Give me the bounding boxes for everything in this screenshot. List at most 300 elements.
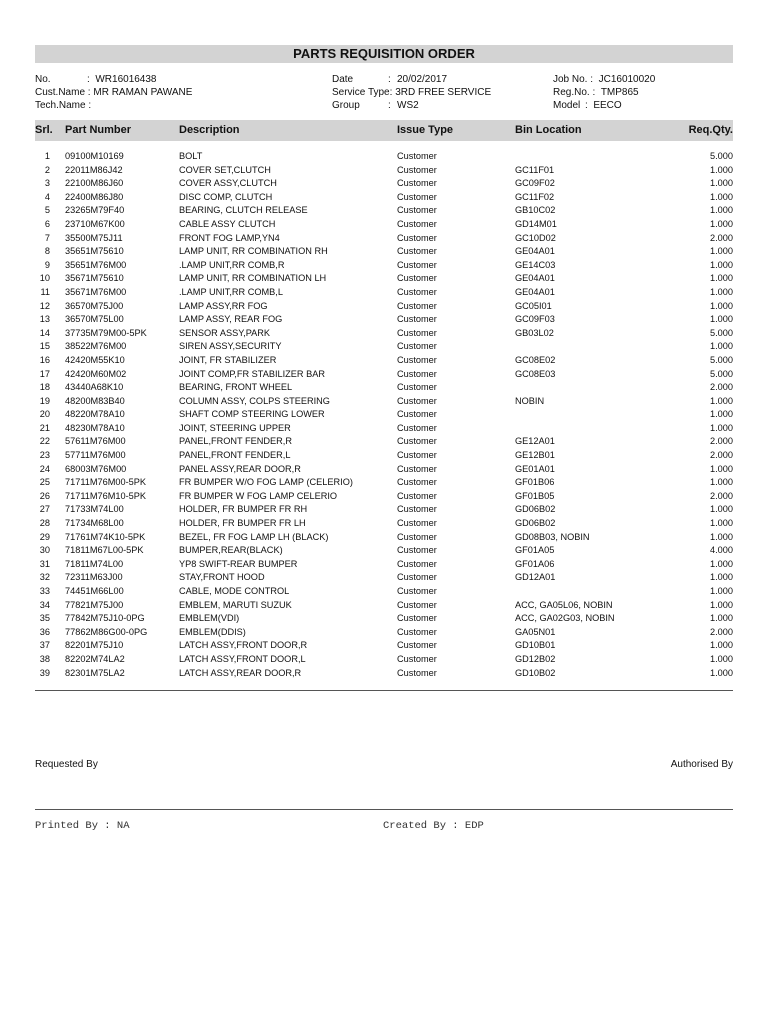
printed-by: Printed By : NA xyxy=(35,820,130,832)
row-srl: 11 xyxy=(40,286,50,297)
row-srl: 18 xyxy=(39,382,50,393)
row-issue-type: Customer xyxy=(397,151,437,161)
table-row xyxy=(35,558,733,572)
row-req-qty: 1.000 xyxy=(710,300,733,311)
row-srl: 4 xyxy=(44,191,50,202)
row-req-qty: 1.000 xyxy=(710,653,733,664)
row-issue-type: Customer xyxy=(397,164,437,175)
row-description: LATCH ASSY,REAR DOOR,R xyxy=(179,667,302,678)
row-description: .LAMP UNIT,RR COMB,R xyxy=(179,259,285,270)
date-label: Date xyxy=(332,74,354,85)
row-description: EMBLEM(VDI) xyxy=(179,613,240,624)
table-row xyxy=(35,354,733,368)
row-description: CABLE, MODE CONTROL xyxy=(179,586,290,596)
row-srl: 35 xyxy=(39,613,50,624)
row-bin-location: GD06B02 xyxy=(515,504,556,515)
table-row xyxy=(35,150,733,164)
table-row xyxy=(35,490,733,504)
row-issue-type: Customer xyxy=(397,382,437,393)
row-srl: 5 xyxy=(44,205,50,216)
row-issue-type: Customer xyxy=(397,640,437,651)
row-part-number: 23710M67K00 xyxy=(65,218,125,229)
row-issue-type: Customer xyxy=(397,558,437,569)
footer-rule xyxy=(35,809,733,810)
row-bin-location: GE04A01 xyxy=(515,246,555,257)
row-srl: 30 xyxy=(39,545,50,556)
row-part-number: 57711M76M00 xyxy=(65,450,126,461)
row-req-qty: 1.000 xyxy=(710,178,733,189)
row-bin-location: GD08B03, NOBIN xyxy=(515,531,590,542)
table-row xyxy=(35,286,733,300)
row-bin-location: GF01A05 xyxy=(515,545,555,556)
row-srl: 22 xyxy=(39,436,50,447)
row-part-number: 35671M75610 xyxy=(65,273,124,284)
row-part-number: 37735M79M00-5PK xyxy=(65,327,147,338)
row-description: FR BUMPER W FOG LAMP CELERIO xyxy=(179,490,338,501)
row-part-number: 71761M74K10-5PK xyxy=(65,531,146,542)
row-req-qty: 1.000 xyxy=(710,218,733,229)
no-value: WR16016438 xyxy=(95,74,157,85)
row-bin-location: GE04A01 xyxy=(515,286,555,297)
table-row xyxy=(35,272,733,286)
table-row xyxy=(35,218,733,232)
row-description: LAMP UNIT, RR COMBINATION RH xyxy=(179,246,328,257)
row-description: HOLDER, FR BUMPER FR LH xyxy=(179,518,306,529)
row-description: JOINT, FR STABILIZER xyxy=(179,354,277,365)
row-part-number: 68003M76M00 xyxy=(65,463,127,474)
row-issue-type: Customer xyxy=(397,531,437,542)
header-left: No. : WR16016438 Cust.Name : MR RAMAN PAWANE Tech.Name : xyxy=(35,74,193,111)
row-srl: 20 xyxy=(39,409,50,420)
table-row xyxy=(35,653,733,667)
page-title: PARTS REQUISITION ORDER xyxy=(35,45,733,63)
table-row xyxy=(35,164,733,178)
row-part-number: 35651M75610 xyxy=(65,246,124,257)
row-issue-type: Customer xyxy=(397,178,437,189)
row-issue-type: Customer xyxy=(397,395,437,406)
table-row xyxy=(35,327,733,341)
row-part-number: 71734M68L00 xyxy=(65,518,124,529)
row-req-qty: 1.000 xyxy=(710,531,733,542)
row-bin-location: GC11F01 xyxy=(515,164,555,175)
group-value: WS2 xyxy=(397,100,419,111)
row-bin-location: GF01A06 xyxy=(515,558,555,569)
row-srl: 26 xyxy=(39,490,50,501)
row-part-number: 22400M86J80 xyxy=(65,191,124,202)
row-issue-type: Customer xyxy=(397,354,437,365)
row-req-qty: 2.000 xyxy=(710,450,733,461)
table-row xyxy=(35,340,733,354)
row-part-number: 71811M74L00 xyxy=(65,558,124,569)
table-row xyxy=(35,435,733,449)
row-req-qty: 1.000 xyxy=(710,667,733,678)
row-issue-type: Customer xyxy=(397,613,437,624)
row-srl: 9 xyxy=(44,259,50,270)
table-row xyxy=(35,313,733,327)
row-req-qty: 1.000 xyxy=(710,164,733,175)
col-srl: Srl. xyxy=(35,124,53,136)
row-issue-type: Customer xyxy=(397,286,437,297)
row-description: JOINT, STEERING UPPER xyxy=(179,422,291,433)
row-description: LATCH ASSY,FRONT DOOR,L xyxy=(179,653,306,664)
row-description: SHAFT COMP STEERING LOWER xyxy=(179,409,325,420)
row-issue-type: Customer xyxy=(397,477,437,488)
row-srl: 24 xyxy=(39,463,50,474)
service-value: 3RD FREE SERVICE xyxy=(395,87,492,98)
row-description: COVER ASSY,CLUTCH xyxy=(179,178,277,189)
table-row xyxy=(35,571,733,585)
row-srl: 10 xyxy=(39,273,50,284)
row-srl: 7 xyxy=(44,232,50,243)
table-row xyxy=(35,177,733,191)
tech-label: Tech.Name xyxy=(35,100,86,111)
row-bin-location: GD12B02 xyxy=(515,653,556,664)
row-description: BUMPER,REAR(BLACK) xyxy=(179,545,283,556)
row-issue-type: Customer xyxy=(397,572,437,583)
table-row xyxy=(35,368,733,382)
col-bin-location: Bin Location xyxy=(515,124,582,136)
row-issue-type: Customer xyxy=(397,341,437,352)
row-description: HOLDER, FR BUMPER FR RH xyxy=(179,504,308,515)
row-srl: 29 xyxy=(39,531,50,542)
table-row xyxy=(35,204,733,218)
row-req-qty: 2.000 xyxy=(710,626,733,637)
reg-label: Reg.No. xyxy=(553,87,590,98)
row-req-qty: 1.000 xyxy=(710,409,733,420)
row-srl: 25 xyxy=(39,477,50,488)
table-row xyxy=(35,245,733,259)
row-req-qty: 1.000 xyxy=(710,422,733,433)
row-req-qty: 2.000 xyxy=(710,232,733,243)
row-bin-location: GB10C02 xyxy=(515,205,556,216)
row-part-number: 48200M83B40 xyxy=(65,395,125,406)
reg-value: TMP865 xyxy=(600,87,639,98)
row-srl: 15 xyxy=(39,341,50,352)
row-description: LAMP UNIT, RR COMBINATION LH xyxy=(179,273,327,284)
table-row xyxy=(35,531,733,545)
authorised-by-label: Authorised By xyxy=(670,759,733,770)
table-row xyxy=(35,395,733,409)
row-part-number: 48230M78A10 xyxy=(65,422,125,433)
row-issue-type: Customer xyxy=(397,436,437,447)
table-row xyxy=(35,639,733,653)
table-row xyxy=(35,585,733,599)
table-bottom-rule xyxy=(35,690,733,691)
row-srl: 36 xyxy=(39,626,50,637)
row-issue-type: Customer xyxy=(397,422,437,433)
row-description: BOLT xyxy=(179,151,203,161)
table-row xyxy=(35,259,733,273)
row-bin-location: GE04A01 xyxy=(515,273,555,284)
row-issue-type: Customer xyxy=(397,626,437,637)
row-description: SIREN ASSY,SECURITY xyxy=(179,341,282,352)
row-description: SENSOR ASSY,PARK xyxy=(179,327,271,338)
row-srl: 6 xyxy=(44,218,50,229)
row-req-qty: 1.000 xyxy=(710,463,733,474)
row-part-number: 71711M76M10-5PK xyxy=(65,490,147,501)
row-issue-type: Customer xyxy=(397,218,437,229)
row-description: JOINT COMP,FR STABILIZER BAR xyxy=(179,368,326,379)
row-issue-type: Customer xyxy=(397,490,437,501)
row-bin-location: GB03L02 xyxy=(515,327,554,338)
row-part-number: 42420M60M02 xyxy=(65,368,127,379)
date-value: 20/02/2017 xyxy=(397,74,448,85)
table-row xyxy=(35,422,733,436)
row-bin-location: GE14C03 xyxy=(515,259,556,270)
row-srl: 3 xyxy=(44,178,50,189)
table-row xyxy=(35,300,733,314)
row-description: PANEL,FRONT FENDER,L xyxy=(179,450,291,461)
row-srl: 19 xyxy=(39,395,50,406)
table-row xyxy=(35,381,733,395)
row-srl: 13 xyxy=(39,314,50,325)
row-srl: 27 xyxy=(39,504,50,515)
row-part-number: 35671M76M00 xyxy=(65,286,127,297)
row-issue-type: Customer xyxy=(397,327,437,338)
row-req-qty: 1.000 xyxy=(710,246,733,257)
table-row xyxy=(35,612,733,626)
row-issue-type: Customer xyxy=(397,653,437,664)
requested-by-label: Requested By xyxy=(35,759,98,770)
row-srl: 2 xyxy=(44,164,50,175)
row-description: CABLE ASSY CLUTCH xyxy=(179,218,276,229)
table-row xyxy=(35,449,733,463)
row-part-number: 48220M78A10 xyxy=(65,409,125,420)
row-req-qty: 5.000 xyxy=(710,354,733,365)
row-req-qty: 5.000 xyxy=(710,327,733,338)
row-issue-type: Customer xyxy=(397,191,437,202)
row-description: STAY,FRONT HOOD xyxy=(179,572,265,583)
table-row xyxy=(35,463,733,477)
row-req-qty: 5.000 xyxy=(710,368,733,379)
table-row xyxy=(35,544,733,558)
row-bin-location: NOBIN xyxy=(515,395,545,406)
row-srl: 39 xyxy=(39,667,50,678)
header-middle: Date : 20/02/2017 Service Type: 3RD FREE SERVICE Group : WS2 xyxy=(332,74,492,111)
row-bin-location: ACC, GA02G03, NOBIN xyxy=(515,613,615,624)
row-srl: 37 xyxy=(39,640,50,651)
row-issue-type: Customer xyxy=(397,545,437,556)
service-label: Service Type xyxy=(332,87,390,98)
row-req-qty: 1.000 xyxy=(710,518,733,529)
job-value: JC16010020 xyxy=(598,74,656,85)
row-description: LATCH ASSY,FRONT DOOR,R xyxy=(179,640,308,651)
model-value: EECO xyxy=(593,100,622,111)
row-req-qty: 2.000 xyxy=(710,436,733,447)
row-req-qty: 1.000 xyxy=(710,572,733,583)
row-bin-location: GC09F02 xyxy=(515,178,555,189)
row-req-qty: 1.000 xyxy=(710,599,733,610)
row-description: BEZEL, FR FOG LAMP LH (BLACK) xyxy=(179,531,329,542)
row-issue-type: Customer xyxy=(397,300,437,311)
row-req-qty: 2.000 xyxy=(710,382,733,393)
row-part-number: 74451M66L00 xyxy=(65,586,124,596)
row-srl: 1 xyxy=(44,151,50,161)
row-req-qty: 1.000 xyxy=(710,286,733,297)
row-req-qty: 1.000 xyxy=(710,558,733,569)
row-issue-type: Customer xyxy=(397,232,437,243)
row-bin-location: GD14M01 xyxy=(515,218,557,229)
row-issue-type: Customer xyxy=(397,409,437,420)
row-description: BEARING, CLUTCH RELEASE xyxy=(179,205,308,216)
row-bin-location: ACC, GA05L06, NOBIN xyxy=(515,599,613,610)
row-bin-location: GD10B02 xyxy=(515,667,556,678)
col-part-number: Part Number xyxy=(65,124,132,136)
row-bin-location: GE12B01 xyxy=(515,450,555,461)
row-description: PANEL,FRONT FENDER,R xyxy=(179,436,292,447)
row-part-number: 77862M86G00-0PG xyxy=(65,626,148,637)
row-bin-location: GC10D02 xyxy=(515,232,556,243)
row-req-qty: 1.000 xyxy=(710,273,733,284)
row-description: YP8 SWIFT-REAR BUMPER xyxy=(179,558,298,569)
row-description: LAMP ASSY,RR FOG xyxy=(179,300,268,311)
row-bin-location: GF01B06 xyxy=(515,477,555,488)
row-req-qty: 1.000 xyxy=(710,205,733,216)
row-part-number: 82301M75LA2 xyxy=(65,667,125,678)
created-by: Created By : EDP xyxy=(383,820,484,832)
row-part-number: 36570M75J00 xyxy=(65,300,124,311)
group-label: Group xyxy=(332,100,360,111)
row-bin-location: GA05N01 xyxy=(515,626,556,637)
row-part-number: 72311M63J00 xyxy=(65,572,123,583)
row-description: .LAMP UNIT,RR COMB,L xyxy=(179,286,283,297)
row-issue-type: Customer xyxy=(397,259,437,270)
no-label: No. xyxy=(35,74,51,85)
row-bin-location: GD06B02 xyxy=(515,518,556,529)
row-part-number: 42420M55K10 xyxy=(65,354,125,365)
row-bin-location: GC11F02 xyxy=(515,191,555,202)
table-row xyxy=(35,476,733,490)
table-header xyxy=(35,120,733,141)
row-bin-location: GC09F03 xyxy=(515,314,555,325)
row-bin-location: GE12A01 xyxy=(515,436,555,447)
row-req-qty: 5.000 xyxy=(710,151,733,161)
row-req-qty: 2.000 xyxy=(710,490,733,501)
row-req-qty: 1.000 xyxy=(710,395,733,406)
row-part-number: 71711M76M00-5PK xyxy=(65,477,147,488)
row-srl: 16 xyxy=(39,354,50,365)
row-issue-type: Customer xyxy=(397,667,437,678)
row-part-number: 77821M75J00 xyxy=(65,599,124,610)
row-part-number: 71733M74L00 xyxy=(65,504,124,515)
row-srl: 34 xyxy=(39,599,50,610)
col-issue-type: Issue Type xyxy=(397,124,454,136)
table-row xyxy=(35,517,733,531)
row-description: LAMP ASSY, REAR FOG xyxy=(179,314,283,325)
row-issue-type: Customer xyxy=(397,463,437,474)
row-part-number: 36570M75L00 xyxy=(65,314,124,325)
row-issue-type: Customer xyxy=(397,504,437,515)
row-issue-type: Customer xyxy=(397,246,437,257)
row-issue-type: Customer xyxy=(397,518,437,529)
row-description: FRONT FOG LAMP,YN4 xyxy=(179,232,280,243)
row-req-qty: 1.000 xyxy=(710,586,733,596)
table-row xyxy=(35,667,733,681)
row-req-qty: 1.000 xyxy=(710,504,733,515)
row-srl: 17 xyxy=(39,368,50,379)
header-right: Job No. : JC16010020 Reg.No. : TMP865 Model : EECO xyxy=(553,74,656,111)
row-bin-location: GD10B01 xyxy=(515,640,556,651)
row-description: BEARING, FRONT WHEEL xyxy=(179,382,293,393)
row-srl: 21 xyxy=(39,422,50,433)
row-part-number: 57611M76M00 xyxy=(65,436,126,447)
table-row xyxy=(35,408,733,422)
row-req-qty: 1.000 xyxy=(710,259,733,270)
row-srl: 8 xyxy=(44,246,50,257)
row-srl: 31 xyxy=(39,558,50,569)
table-row xyxy=(35,599,733,613)
row-part-number: 38522M76M00 xyxy=(65,341,127,352)
row-description: EMBLEM(DDIS) xyxy=(179,626,246,637)
row-description: FR BUMPER W/O FOG LAMP (CELERIO) xyxy=(179,477,353,488)
row-part-number: 82202M74LA2 xyxy=(65,653,125,664)
job-label: Job No. xyxy=(553,74,588,85)
row-description: EMBLEM, MARUTI SUZUK xyxy=(179,599,292,610)
row-issue-type: Customer xyxy=(397,599,437,610)
model-label: Model xyxy=(553,100,581,111)
row-issue-type: Customer xyxy=(397,586,437,596)
parts-table-body xyxy=(35,150,733,680)
row-req-qty: 1.000 xyxy=(710,640,733,651)
row-issue-type: Customer xyxy=(397,450,437,461)
row-req-qty: 1.000 xyxy=(710,191,733,202)
row-bin-location: GC08E03 xyxy=(515,368,556,379)
row-part-number: 22100M86J60 xyxy=(65,178,124,189)
cust-value: MR RAMAN PAWANE xyxy=(93,87,193,98)
row-part-number: 43440A68K10 xyxy=(65,382,124,393)
table-row xyxy=(35,626,733,640)
row-req-qty: 1.000 xyxy=(710,314,733,325)
row-srl: 33 xyxy=(39,586,50,596)
row-srl: 12 xyxy=(39,300,50,311)
col-req-qty: Req.Qty. xyxy=(688,124,733,136)
row-bin-location: GC05I01 xyxy=(515,300,552,311)
row-req-qty: 1.000 xyxy=(710,477,733,488)
row-bin-location: GD12A01 xyxy=(515,572,556,583)
row-issue-type: Customer xyxy=(397,314,437,325)
row-part-number: 23265M79F40 xyxy=(65,205,125,216)
row-part-number: 77842M75J10-0PG xyxy=(65,613,145,624)
row-issue-type: Customer xyxy=(397,273,437,284)
row-bin-location: GE01A01 xyxy=(515,463,555,474)
row-description: COLUMN ASSY, COLPS STEERING xyxy=(179,395,330,406)
row-description: DISC COMP, CLUTCH xyxy=(179,191,273,202)
col-description: Description xyxy=(179,124,240,136)
row-bin-location: GC08E02 xyxy=(515,354,556,365)
row-part-number: 09100M10169 xyxy=(65,151,124,161)
row-bin-location: GF01B05 xyxy=(515,490,555,501)
row-part-number: 35651M76M00 xyxy=(65,259,127,270)
row-srl: 38 xyxy=(39,653,50,664)
row-srl: 23 xyxy=(39,450,50,461)
row-req-qty: 1.000 xyxy=(710,341,733,352)
table-row xyxy=(35,232,733,246)
row-part-number: 22011M86J42 xyxy=(65,164,123,175)
row-issue-type: Customer xyxy=(397,368,437,379)
row-req-qty: 4.000 xyxy=(710,545,733,556)
row-srl: 14 xyxy=(39,327,50,338)
row-srl: 32 xyxy=(39,572,50,583)
row-req-qty: 1.000 xyxy=(710,613,733,624)
row-part-number: 35500M75J11 xyxy=(65,232,123,243)
row-issue-type: Customer xyxy=(397,205,437,216)
row-description: PANEL ASSY,REAR DOOR,R xyxy=(179,463,301,474)
row-part-number: 82201M75J10 xyxy=(65,640,124,651)
table-row xyxy=(35,503,733,517)
row-part-number: 71811M67L00-5PK xyxy=(65,545,144,556)
table-row xyxy=(35,191,733,205)
row-srl: 28 xyxy=(39,518,50,529)
